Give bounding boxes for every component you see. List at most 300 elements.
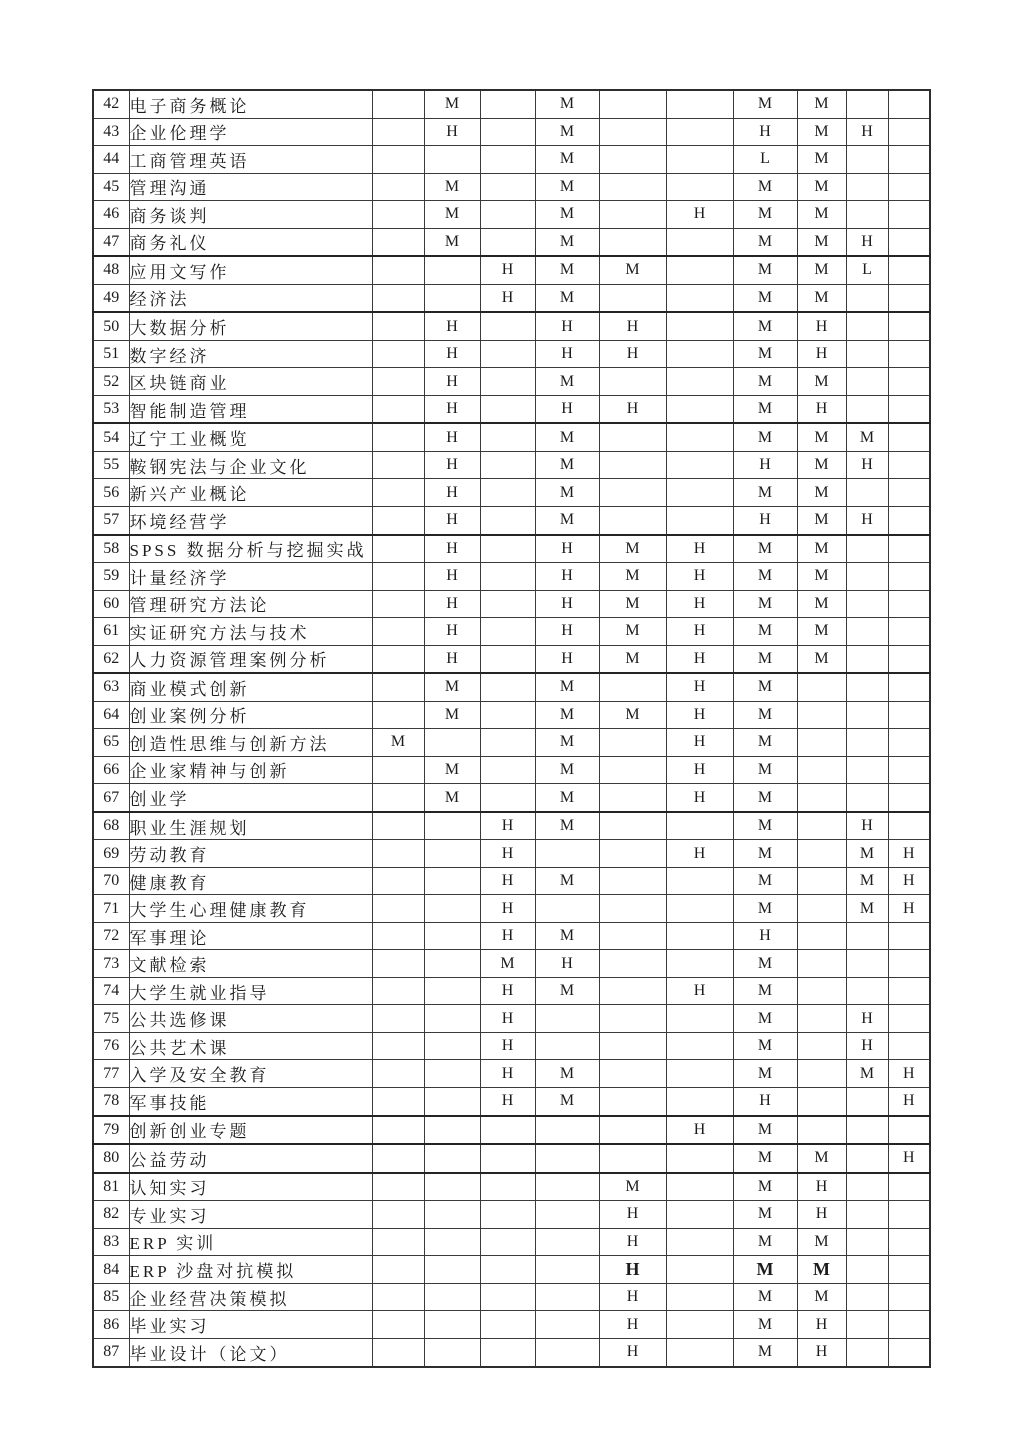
level-cell: H	[424, 535, 480, 563]
level-cell: H	[480, 840, 535, 868]
level-cell: M	[797, 90, 846, 118]
level-cell: H	[480, 895, 535, 923]
table-row	[93, 451, 930, 479]
level-cell	[424, 1173, 480, 1201]
level-cell: M	[733, 1005, 797, 1033]
table-row	[93, 1256, 930, 1284]
table-row	[93, 1228, 930, 1256]
level-cell	[372, 451, 424, 479]
row-number: 64	[93, 701, 129, 729]
level-cell	[599, 506, 666, 534]
level-cell	[535, 1201, 599, 1229]
level-cell: H	[666, 535, 733, 563]
level-cell: H	[480, 812, 535, 840]
table-row	[93, 201, 930, 229]
table-row	[93, 1283, 930, 1311]
level-cell	[372, 1228, 424, 1256]
level-cell	[372, 118, 424, 146]
level-cell: M	[599, 256, 666, 284]
level-cell	[424, 256, 480, 284]
level-cell: M	[846, 1060, 888, 1088]
level-cell: H	[666, 701, 733, 729]
level-cell: H	[535, 950, 599, 978]
level-cell	[599, 1116, 666, 1145]
level-cell	[666, 1201, 733, 1229]
level-cell: M	[797, 173, 846, 201]
level-cell: M	[733, 645, 797, 673]
table-row	[93, 922, 930, 950]
level-cell	[888, 618, 930, 646]
level-cell	[666, 1283, 733, 1311]
level-cell	[535, 1116, 599, 1145]
level-cell	[480, 1338, 535, 1367]
level-cell: M	[535, 977, 599, 1005]
level-cell: H	[888, 1144, 930, 1173]
course-name: 企业家精神与创新	[129, 756, 372, 784]
row-number: 48	[93, 256, 129, 284]
level-cell: M	[535, 451, 599, 479]
course-name: 健康教育	[129, 867, 372, 895]
level-cell: H	[599, 395, 666, 423]
level-cell: M	[535, 729, 599, 757]
table-row	[93, 1144, 930, 1173]
row-number: 56	[93, 479, 129, 507]
level-cell: M	[797, 368, 846, 396]
level-cell	[666, 368, 733, 396]
level-cell: M	[733, 284, 797, 312]
course-name: 企业伦理学	[129, 118, 372, 146]
level-cell: H	[846, 228, 888, 256]
level-cell: H	[480, 1060, 535, 1088]
table-row	[93, 1338, 930, 1367]
level-cell	[372, 395, 424, 423]
level-cell	[846, 701, 888, 729]
level-cell: M	[846, 867, 888, 895]
level-cell: H	[535, 590, 599, 618]
level-cell: H	[535, 618, 599, 646]
row-number: 50	[93, 312, 129, 340]
course-name: 管理研究方法论	[129, 590, 372, 618]
level-cell	[372, 1311, 424, 1339]
level-cell	[535, 1283, 599, 1311]
level-cell	[888, 201, 930, 229]
row-number: 80	[93, 1144, 129, 1173]
level-cell	[666, 950, 733, 978]
level-cell	[888, 1256, 930, 1284]
level-cell: M	[797, 535, 846, 563]
level-cell: H	[733, 922, 797, 950]
level-cell	[372, 1087, 424, 1115]
level-cell: H	[666, 840, 733, 868]
level-cell: M	[535, 118, 599, 146]
row-number: 65	[93, 729, 129, 757]
level-cell	[372, 201, 424, 229]
row-number: 66	[93, 756, 129, 784]
level-cell	[599, 201, 666, 229]
level-cell	[480, 673, 535, 701]
level-cell: M	[599, 590, 666, 618]
level-cell	[424, 284, 480, 312]
level-cell: M	[797, 590, 846, 618]
level-cell: M	[797, 228, 846, 256]
level-cell	[372, 840, 424, 868]
table-row	[93, 867, 930, 895]
level-cell: M	[733, 673, 797, 701]
level-cell	[888, 645, 930, 673]
level-cell: M	[733, 701, 797, 729]
table-body	[93, 90, 930, 1367]
level-cell: M	[535, 784, 599, 812]
level-cell	[797, 950, 846, 978]
table-row	[93, 895, 930, 923]
level-cell	[846, 340, 888, 368]
level-cell: M	[797, 506, 846, 534]
level-cell: M	[535, 756, 599, 784]
level-cell	[888, 506, 930, 534]
level-cell	[599, 895, 666, 923]
table-row	[93, 312, 930, 340]
level-cell	[424, 146, 480, 174]
level-cell: M	[733, 1256, 797, 1284]
level-cell	[888, 1201, 930, 1229]
level-cell	[846, 1144, 888, 1173]
level-cell	[599, 867, 666, 895]
table-row	[93, 228, 930, 256]
level-cell	[372, 146, 424, 174]
level-cell	[480, 201, 535, 229]
level-cell: H	[888, 840, 930, 868]
level-cell: H	[797, 395, 846, 423]
level-cell	[535, 1338, 599, 1367]
level-cell	[480, 479, 535, 507]
level-cell	[480, 451, 535, 479]
level-cell	[888, 784, 930, 812]
row-number: 49	[93, 284, 129, 312]
level-cell: H	[424, 451, 480, 479]
level-cell: H	[424, 340, 480, 368]
course-name: ERP 沙盘对抗模拟	[129, 1256, 372, 1284]
level-cell	[599, 284, 666, 312]
level-cell: H	[797, 1173, 846, 1201]
level-cell: M	[733, 228, 797, 256]
level-cell	[846, 1201, 888, 1229]
level-cell	[599, 423, 666, 451]
level-cell	[372, 284, 424, 312]
level-cell	[535, 840, 599, 868]
level-cell	[424, 840, 480, 868]
level-cell: H	[846, 1032, 888, 1060]
level-cell	[480, 173, 535, 201]
level-cell	[424, 1116, 480, 1145]
course-name: 文献检索	[129, 950, 372, 978]
level-cell	[480, 1173, 535, 1201]
row-number: 72	[93, 922, 129, 950]
course-name: 计量经济学	[129, 563, 372, 591]
level-cell: M	[797, 1256, 846, 1284]
course-name: 创新创业专题	[129, 1116, 372, 1145]
level-cell	[846, 729, 888, 757]
level-cell: H	[424, 479, 480, 507]
level-cell	[666, 340, 733, 368]
level-cell	[797, 701, 846, 729]
level-cell: H	[599, 1256, 666, 1284]
level-cell	[480, 1228, 535, 1256]
level-cell	[480, 756, 535, 784]
level-cell: H	[733, 451, 797, 479]
level-cell: H	[424, 368, 480, 396]
row-number: 44	[93, 146, 129, 174]
level-cell: M	[797, 423, 846, 451]
level-cell: H	[733, 118, 797, 146]
row-number: 67	[93, 784, 129, 812]
level-cell: H	[424, 645, 480, 673]
table-row	[93, 368, 930, 396]
level-cell	[888, 590, 930, 618]
course-name: 商务谈判	[129, 201, 372, 229]
level-cell	[372, 1201, 424, 1229]
level-cell: M	[424, 701, 480, 729]
level-cell	[372, 922, 424, 950]
level-cell: H	[599, 1228, 666, 1256]
level-cell	[888, 1228, 930, 1256]
course-name: 大学生心理健康教育	[129, 895, 372, 923]
level-cell: M	[535, 1060, 599, 1088]
level-cell: M	[797, 563, 846, 591]
course-name: 数字经济	[129, 340, 372, 368]
level-cell	[797, 1032, 846, 1060]
level-cell: H	[424, 312, 480, 340]
level-cell: M	[733, 1173, 797, 1201]
course-name: 认知实习	[129, 1173, 372, 1201]
level-cell	[372, 173, 424, 201]
level-cell: H	[666, 618, 733, 646]
level-cell	[480, 228, 535, 256]
level-cell	[480, 1283, 535, 1311]
level-cell	[372, 1173, 424, 1201]
level-cell: M	[733, 563, 797, 591]
level-cell: M	[733, 1201, 797, 1229]
level-cell	[424, 1087, 480, 1115]
level-cell	[666, 118, 733, 146]
level-cell	[888, 256, 930, 284]
course-name: 入学及安全教育	[129, 1060, 372, 1088]
level-cell	[480, 395, 535, 423]
level-cell: M	[733, 1311, 797, 1339]
level-cell	[846, 1338, 888, 1367]
level-cell	[666, 90, 733, 118]
row-number: 71	[93, 895, 129, 923]
level-cell: H	[599, 1283, 666, 1311]
level-cell	[797, 977, 846, 1005]
level-cell	[424, 895, 480, 923]
level-cell	[424, 812, 480, 840]
level-cell: M	[424, 756, 480, 784]
level-cell: H	[535, 535, 599, 563]
level-cell	[888, 756, 930, 784]
level-cell: M	[535, 90, 599, 118]
level-cell	[888, 922, 930, 950]
level-cell	[599, 1060, 666, 1088]
row-number: 84	[93, 1256, 129, 1284]
level-cell	[480, 563, 535, 591]
level-cell	[372, 812, 424, 840]
level-cell: H	[888, 1087, 930, 1115]
row-number: 54	[93, 423, 129, 451]
level-cell: H	[599, 1311, 666, 1339]
level-cell: H	[797, 1338, 846, 1367]
level-cell	[888, 228, 930, 256]
course-name: 创业案例分析	[129, 701, 372, 729]
level-cell: M	[733, 201, 797, 229]
level-cell	[480, 729, 535, 757]
course-name: 工商管理英语	[129, 146, 372, 174]
level-cell: H	[535, 312, 599, 340]
level-cell	[797, 784, 846, 812]
row-number: 58	[93, 535, 129, 563]
level-cell	[797, 840, 846, 868]
level-cell	[888, 1032, 930, 1060]
level-cell	[372, 1144, 424, 1173]
curriculum-matrix-table	[92, 89, 931, 1368]
row-number: 61	[93, 618, 129, 646]
level-cell: M	[535, 922, 599, 950]
level-cell	[666, 451, 733, 479]
level-cell	[599, 812, 666, 840]
level-cell	[846, 1116, 888, 1145]
level-cell	[480, 146, 535, 174]
level-cell: M	[733, 756, 797, 784]
level-cell	[846, 1256, 888, 1284]
level-cell: M	[733, 173, 797, 201]
course-name: 新兴产业概论	[129, 479, 372, 507]
level-cell	[480, 1144, 535, 1173]
level-cell	[846, 1283, 888, 1311]
level-cell	[846, 368, 888, 396]
level-cell	[424, 1256, 480, 1284]
level-cell	[846, 395, 888, 423]
level-cell	[888, 90, 930, 118]
level-cell: H	[424, 423, 480, 451]
table-row	[93, 90, 930, 118]
level-cell	[424, 1060, 480, 1088]
level-cell	[888, 729, 930, 757]
level-cell: H	[666, 1116, 733, 1145]
level-cell	[599, 756, 666, 784]
row-number: 82	[93, 1201, 129, 1229]
level-cell: H	[666, 756, 733, 784]
row-number: 79	[93, 1116, 129, 1145]
level-cell: M	[733, 1060, 797, 1088]
table-row	[93, 479, 930, 507]
course-name: 公共选修课	[129, 1005, 372, 1033]
level-cell	[846, 1228, 888, 1256]
table-row	[93, 645, 930, 673]
row-number: 83	[93, 1228, 129, 1256]
level-cell: M	[535, 673, 599, 701]
level-cell: M	[733, 395, 797, 423]
level-cell	[666, 1311, 733, 1339]
level-cell: M	[599, 563, 666, 591]
course-name: 公益劳动	[129, 1144, 372, 1173]
level-cell	[846, 284, 888, 312]
row-number: 69	[93, 840, 129, 868]
row-number: 62	[93, 645, 129, 673]
level-cell: M	[733, 729, 797, 757]
level-cell: H	[666, 590, 733, 618]
row-number: 52	[93, 368, 129, 396]
level-cell	[372, 1256, 424, 1284]
level-cell: H	[797, 340, 846, 368]
level-cell	[372, 479, 424, 507]
level-cell	[888, 423, 930, 451]
level-cell: M	[733, 1283, 797, 1311]
level-cell	[599, 729, 666, 757]
level-cell	[599, 118, 666, 146]
level-cell	[599, 1144, 666, 1173]
level-cell	[797, 867, 846, 895]
level-cell	[666, 1005, 733, 1033]
table-row	[93, 535, 930, 563]
row-number: 57	[93, 506, 129, 534]
level-cell	[480, 590, 535, 618]
level-cell: H	[535, 340, 599, 368]
level-cell	[888, 395, 930, 423]
level-cell: H	[846, 812, 888, 840]
level-cell	[846, 618, 888, 646]
level-cell: M	[372, 729, 424, 757]
level-cell: H	[846, 118, 888, 146]
level-cell	[480, 368, 535, 396]
table-row	[93, 1032, 930, 1060]
level-cell	[846, 1173, 888, 1201]
level-cell: M	[535, 228, 599, 256]
level-cell: M	[733, 368, 797, 396]
row-number: 77	[93, 1060, 129, 1088]
course-name: 职业生涯规划	[129, 812, 372, 840]
level-cell	[535, 1173, 599, 1201]
level-cell: M	[535, 256, 599, 284]
level-cell	[666, 1032, 733, 1060]
table-row	[93, 756, 930, 784]
level-cell: M	[599, 618, 666, 646]
level-cell: H	[846, 451, 888, 479]
level-cell: M	[424, 90, 480, 118]
row-number: 81	[93, 1173, 129, 1201]
level-cell: H	[846, 1005, 888, 1033]
level-cell	[535, 1144, 599, 1173]
level-cell	[797, 1060, 846, 1088]
level-cell	[888, 340, 930, 368]
table-row	[93, 590, 930, 618]
level-cell	[480, 618, 535, 646]
level-cell	[888, 673, 930, 701]
level-cell: M	[797, 479, 846, 507]
level-cell	[599, 228, 666, 256]
level-cell	[888, 1116, 930, 1145]
level-cell: H	[480, 284, 535, 312]
level-cell: M	[535, 284, 599, 312]
level-cell: H	[599, 1201, 666, 1229]
level-cell: H	[480, 867, 535, 895]
level-cell	[666, 1087, 733, 1115]
level-cell: M	[599, 645, 666, 673]
level-cell: H	[666, 563, 733, 591]
level-cell: M	[797, 645, 846, 673]
level-cell: H	[666, 645, 733, 673]
level-cell: H	[424, 590, 480, 618]
level-cell	[888, 950, 930, 978]
level-cell: M	[733, 867, 797, 895]
